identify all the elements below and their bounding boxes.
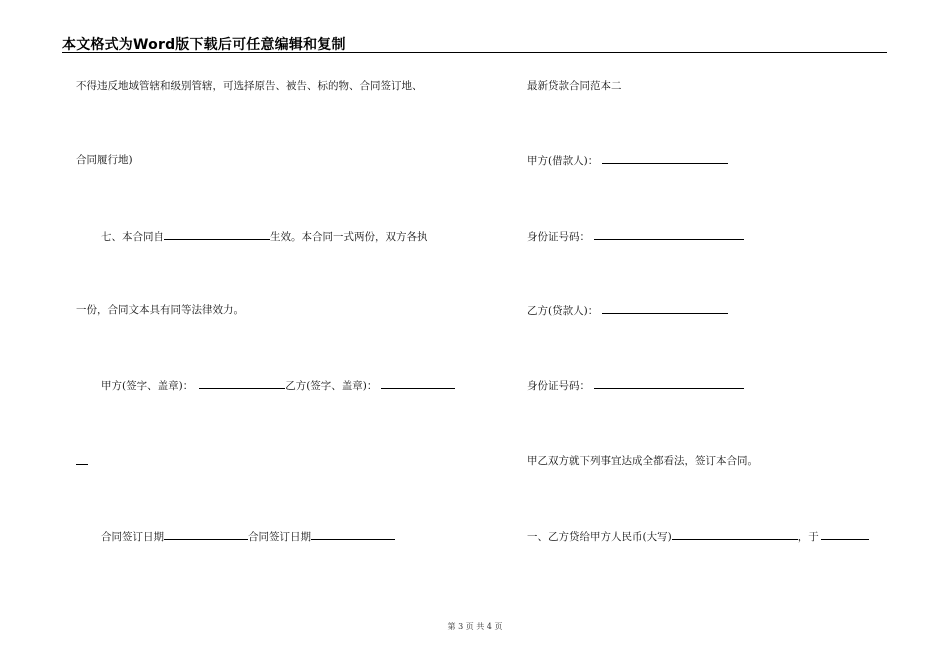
clause-one-prefix: 一、乙方贷给甲方人民币(大写) bbox=[527, 531, 672, 543]
signing-date-b-label: 合同签订日期 bbox=[248, 531, 311, 543]
party-b-signature-label: 乙方(签字、盖章)： bbox=[285, 380, 378, 392]
party-b-lender-blank[interactable] bbox=[602, 303, 728, 314]
right-line-party-b bbox=[527, 303, 728, 318]
signing-date-a-label: 合同签订日期 bbox=[101, 531, 164, 543]
signature-overflow-blank[interactable] bbox=[76, 454, 88, 465]
loan-amount-blank[interactable] bbox=[672, 529, 798, 540]
left-line-signature-overflow bbox=[76, 454, 88, 469]
right-line-agreement: 甲乙双方就下列事宜达成全都看法，签订本合同。 bbox=[527, 455, 758, 467]
party-a-borrower-blank[interactable] bbox=[602, 153, 728, 164]
right-line-id-b bbox=[527, 378, 744, 393]
left-line-legal-effect: 一份，合同文本具有同等法律效力。 bbox=[76, 304, 244, 316]
left-line-performance-place: 合同履行地) bbox=[76, 154, 133, 166]
document-header-title: 本文格式为Word版下载后可任意编辑和复制 bbox=[62, 37, 346, 53]
party-a-signature-label: 甲方(签字、盖章)： bbox=[101, 380, 194, 392]
party-a-signature-blank[interactable] bbox=[199, 378, 285, 389]
right-line-id-a bbox=[527, 229, 744, 244]
id-number-a-label: 身份证号码： bbox=[527, 231, 590, 243]
right-line-contract-title: 最新贷款合同范本二 bbox=[527, 80, 622, 92]
header-divider bbox=[62, 52, 887, 53]
signing-date-b-blank[interactable] bbox=[311, 529, 395, 540]
right-line-clause-one bbox=[527, 529, 869, 544]
signing-date-a-blank[interactable] bbox=[164, 529, 248, 540]
party-b-lender-label: 乙方(贷款人)： bbox=[527, 305, 599, 317]
right-line-party-a bbox=[527, 153, 728, 168]
loan-date-blank[interactable] bbox=[821, 529, 869, 540]
effective-date-blank[interactable] bbox=[164, 229, 270, 240]
left-line-jurisdiction: 不得违反地域管辖和级别管辖，可选择原告、被告、标的物、合同签订地、 bbox=[76, 80, 423, 92]
effective-clause-suffix: 生效。本合同一式两份，双方各执 bbox=[270, 231, 428, 243]
id-number-b-blank[interactable] bbox=[594, 378, 744, 389]
effective-clause-prefix: 七、本合同自 bbox=[101, 231, 164, 243]
id-number-a-blank[interactable] bbox=[594, 229, 744, 240]
left-line-signatures bbox=[101, 378, 455, 393]
party-b-signature-blank[interactable] bbox=[381, 378, 455, 389]
left-line-effective-clause bbox=[101, 229, 428, 244]
left-line-signing-dates bbox=[101, 529, 395, 544]
id-number-b-label: 身份证号码： bbox=[527, 380, 590, 392]
party-a-borrower-label: 甲方(借款人)： bbox=[527, 155, 599, 167]
page-number-footer: 第 3 页 共 4 页 bbox=[447, 622, 503, 631]
clause-one-mid: ，于 bbox=[797, 531, 819, 543]
